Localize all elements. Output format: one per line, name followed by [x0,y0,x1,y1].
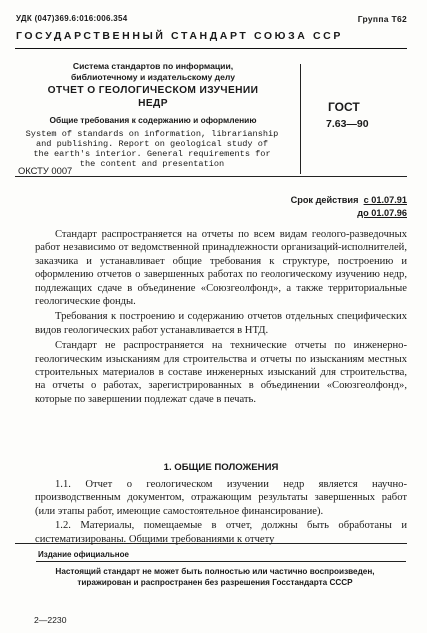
document-title [18,85,288,110]
okstu-code: ОКСТУ 0007 [18,165,73,176]
title-line-2: НЕДР [138,97,168,109]
english-line-3: the earth's interior. General requirements for [33,149,271,159]
footer-inner-rule [36,561,406,562]
section-text [35,478,407,546]
english-line-1: System of standards on information, librarianship [25,129,279,139]
english-line-2: and publishing. Report on geological study of [35,139,269,149]
validity-to: до 01.07.96 [357,208,407,218]
banner-rule [15,48,407,49]
reproduction-notice [20,566,410,588]
notice-line-1: Настоящий стандарт не может быть полностью или частично воспроизведен, [55,567,375,576]
validity-from: с 01.07.91 [363,195,407,205]
title-column-divider [300,64,301,174]
paragraph-1-1: 1.1. Отчет о геологическом изучении недр является научно-производственным документом, отражающим результаты завершенных работ (или этапы работ, имеющие самостоятельное финансирование). [35,479,407,517]
notice-line-2: тиражирован и распространен без разрешения Госстандарта СССР [77,578,353,587]
title-line-1: ОТЧЕТ О ГЕОЛОГИЧЕСКОМ ИЗУЧЕНИИ [47,85,259,96]
standards-series [18,61,288,83]
paragraph-scope: Стандарт распространяется на отчеты по всем видам геолого-разведочных работ независимо от ведомственной принадлежности организаций-исполнителей, заказчика и устанавливает общие требования к структуре, построению и оформлению отчетов о завершенных работах по геологическому изучению недр, подлежащих сдаче в объединение «Союзгеолфонд», а также территориальные геологические фонды. [35,229,407,308]
document-subtitle: Общие требования к содержанию и оформлению [49,115,257,125]
footer-rule [15,543,407,544]
english-title [16,129,288,169]
group-code: Группа Т62 [357,14,407,24]
series-line-2: библиотечному и издательскому делу [70,72,236,82]
paragraph-1-2: 1.2. Материалы, помещаемые в отчет, должны быть обработаны и систематизированы. Общими требованиями к отчету [35,520,407,545]
validity-period [291,194,407,220]
paragraph-requirements: Требования к построению и содержанию отчетов отдельных специфических видов геологических работ устанавливается в НТД. [35,311,407,336]
validity-label: Срок действия [290,195,359,205]
official-edition: Издание официальное [38,550,129,559]
gost-label: ГОСТ [328,100,360,114]
print-code: 2—2230 [34,615,67,625]
intro-text [35,228,407,406]
title-block-rule [15,176,407,177]
state-standard-banner: ГОСУДАРСТВЕННЫЙ СТАНДАРТ СОЮЗА ССР [16,30,343,42]
english-line-4: the content and presentation [79,159,225,169]
udk-code: УДК (047)369.6:016:006.354 [16,14,128,23]
series-line-1: Система стандартов по информации, [72,61,234,71]
section-heading: 1. ОБЩИЕ ПОЛОЖЕНИЯ [163,462,279,473]
gost-number: 7.63—90 [326,118,369,130]
paragraph-exclusions: Стандарт не распространяется на технические отчеты по инженерно-геологическим изысканиям для строительства и отчеты по изысканиям местных строительных материалов в составе инженерных изысканий для строительства, на отчеты о работах, зарегистрированных в объединении «Союзгеолфонд», которые по завершении подлежат сдаче в печать. [35,340,407,405]
